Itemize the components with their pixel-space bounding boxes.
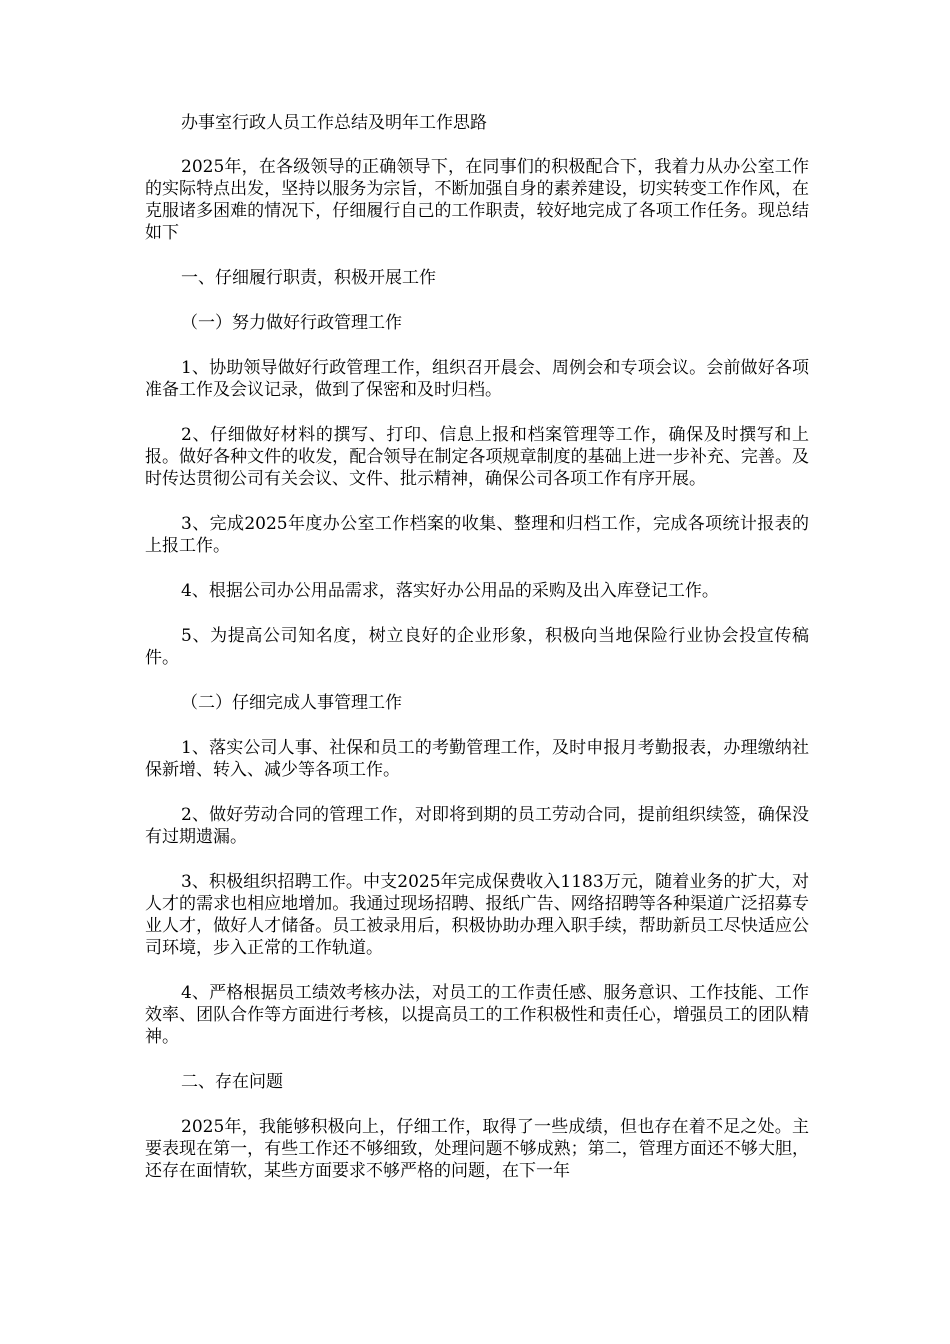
- subsection-heading-1: （一）努力做好行政管理工作: [181, 313, 402, 333]
- paragraph-item: 3、完成2025年度办公室工作档案的收集、整理和归档工作，完成各项统计报表的上报工作。: [145, 514, 809, 556]
- paragraph-item: 4、根据公司办公用品需求，落实好办公用品的采购及出入库登记工作。: [181, 581, 719, 601]
- paragraph-item: 4、严格根据员工绩效考核办法，对员工的工作责任感、服务意识、工作技能、工作效率、团队合作等方面进行考核，以提高员工的工作积极性和责任心，增强员工的团队精神。: [145, 983, 809, 1047]
- paragraph-item: 2、做好劳动合同的管理工作，对即将到期的员工劳动合同，提前组织续签，确保没有过期遗漏。: [145, 805, 809, 847]
- paragraph-item: 1、落实公司人事、社保和员工的考勤管理工作，及时申报月考勤报表，办理缴纳社保新增、转入、减少等各项工作。: [145, 738, 809, 780]
- paragraph-item: 1、协助领导做好行政管理工作，组织召开晨会、周例会和专项会议。会前做好各项准备工作及会议记录，做到了保密和及时归档。: [145, 358, 809, 400]
- paragraph-item: 5、为提高公司知名度，树立良好的企业形象，积极向当地保险行业协会投宣传稿件。: [145, 626, 809, 668]
- document-title: 办事室行政人员工作总结及明年工作思路: [181, 113, 487, 133]
- section-heading-1: 一、仔细履行职责，积极开展工作: [181, 268, 436, 288]
- document-body: [145, 112, 809, 1205]
- problems-paragraph: 2025年，我能够积极向上，仔细工作，取得了一些成绩，但也存在着不足之处。主要表现在第一，有些工作还不够细致，处理问题不够成熟；第二，管理方面还不够大胆，还存在面情软，某些方面要求不够严格的问题，在下一年: [145, 1117, 809, 1181]
- paragraph-item: 2、仔细做好材料的撰写、打印、信息上报和档案管理等工作，确保及时撰写和上报。做好各种文件的收发，配合领导在制定各项规章制度的基础上进一步补充、完善。及时传达贯彻公司有关会议、文件、批示精神，确保公司各项工作有序开展。: [145, 425, 809, 489]
- subsection-heading-2: （二）仔细完成人事管理工作: [181, 693, 402, 713]
- section-heading-2: 二、存在问题: [181, 1072, 283, 1092]
- intro-paragraph: 2025年，在各级领导的正确领导下，在同事们的积极配合下，我着力从办公室工作的实际特点出发，坚持以服务为宗旨，不断加强自身的素养建设，切实转变工作作风，在克服诸多困难的情况下，仔细履行自己的工作职责，较好地完成了各项工作任务。现总结如下: [145, 157, 809, 243]
- paragraph-item: 3、积极组织招聘工作。中支2025年完成保费收入1183万元，随着业务的扩大，对人才的需求也相应地增加。我通过现场招聘、报纸广告、网络招聘等各种渠道广泛招募专业人才，做好人才储备。员工被录用后，积极协助办理入职手续，帮助新员工尽快适应公司环境，步入正常的工作轨道。: [145, 872, 809, 958]
